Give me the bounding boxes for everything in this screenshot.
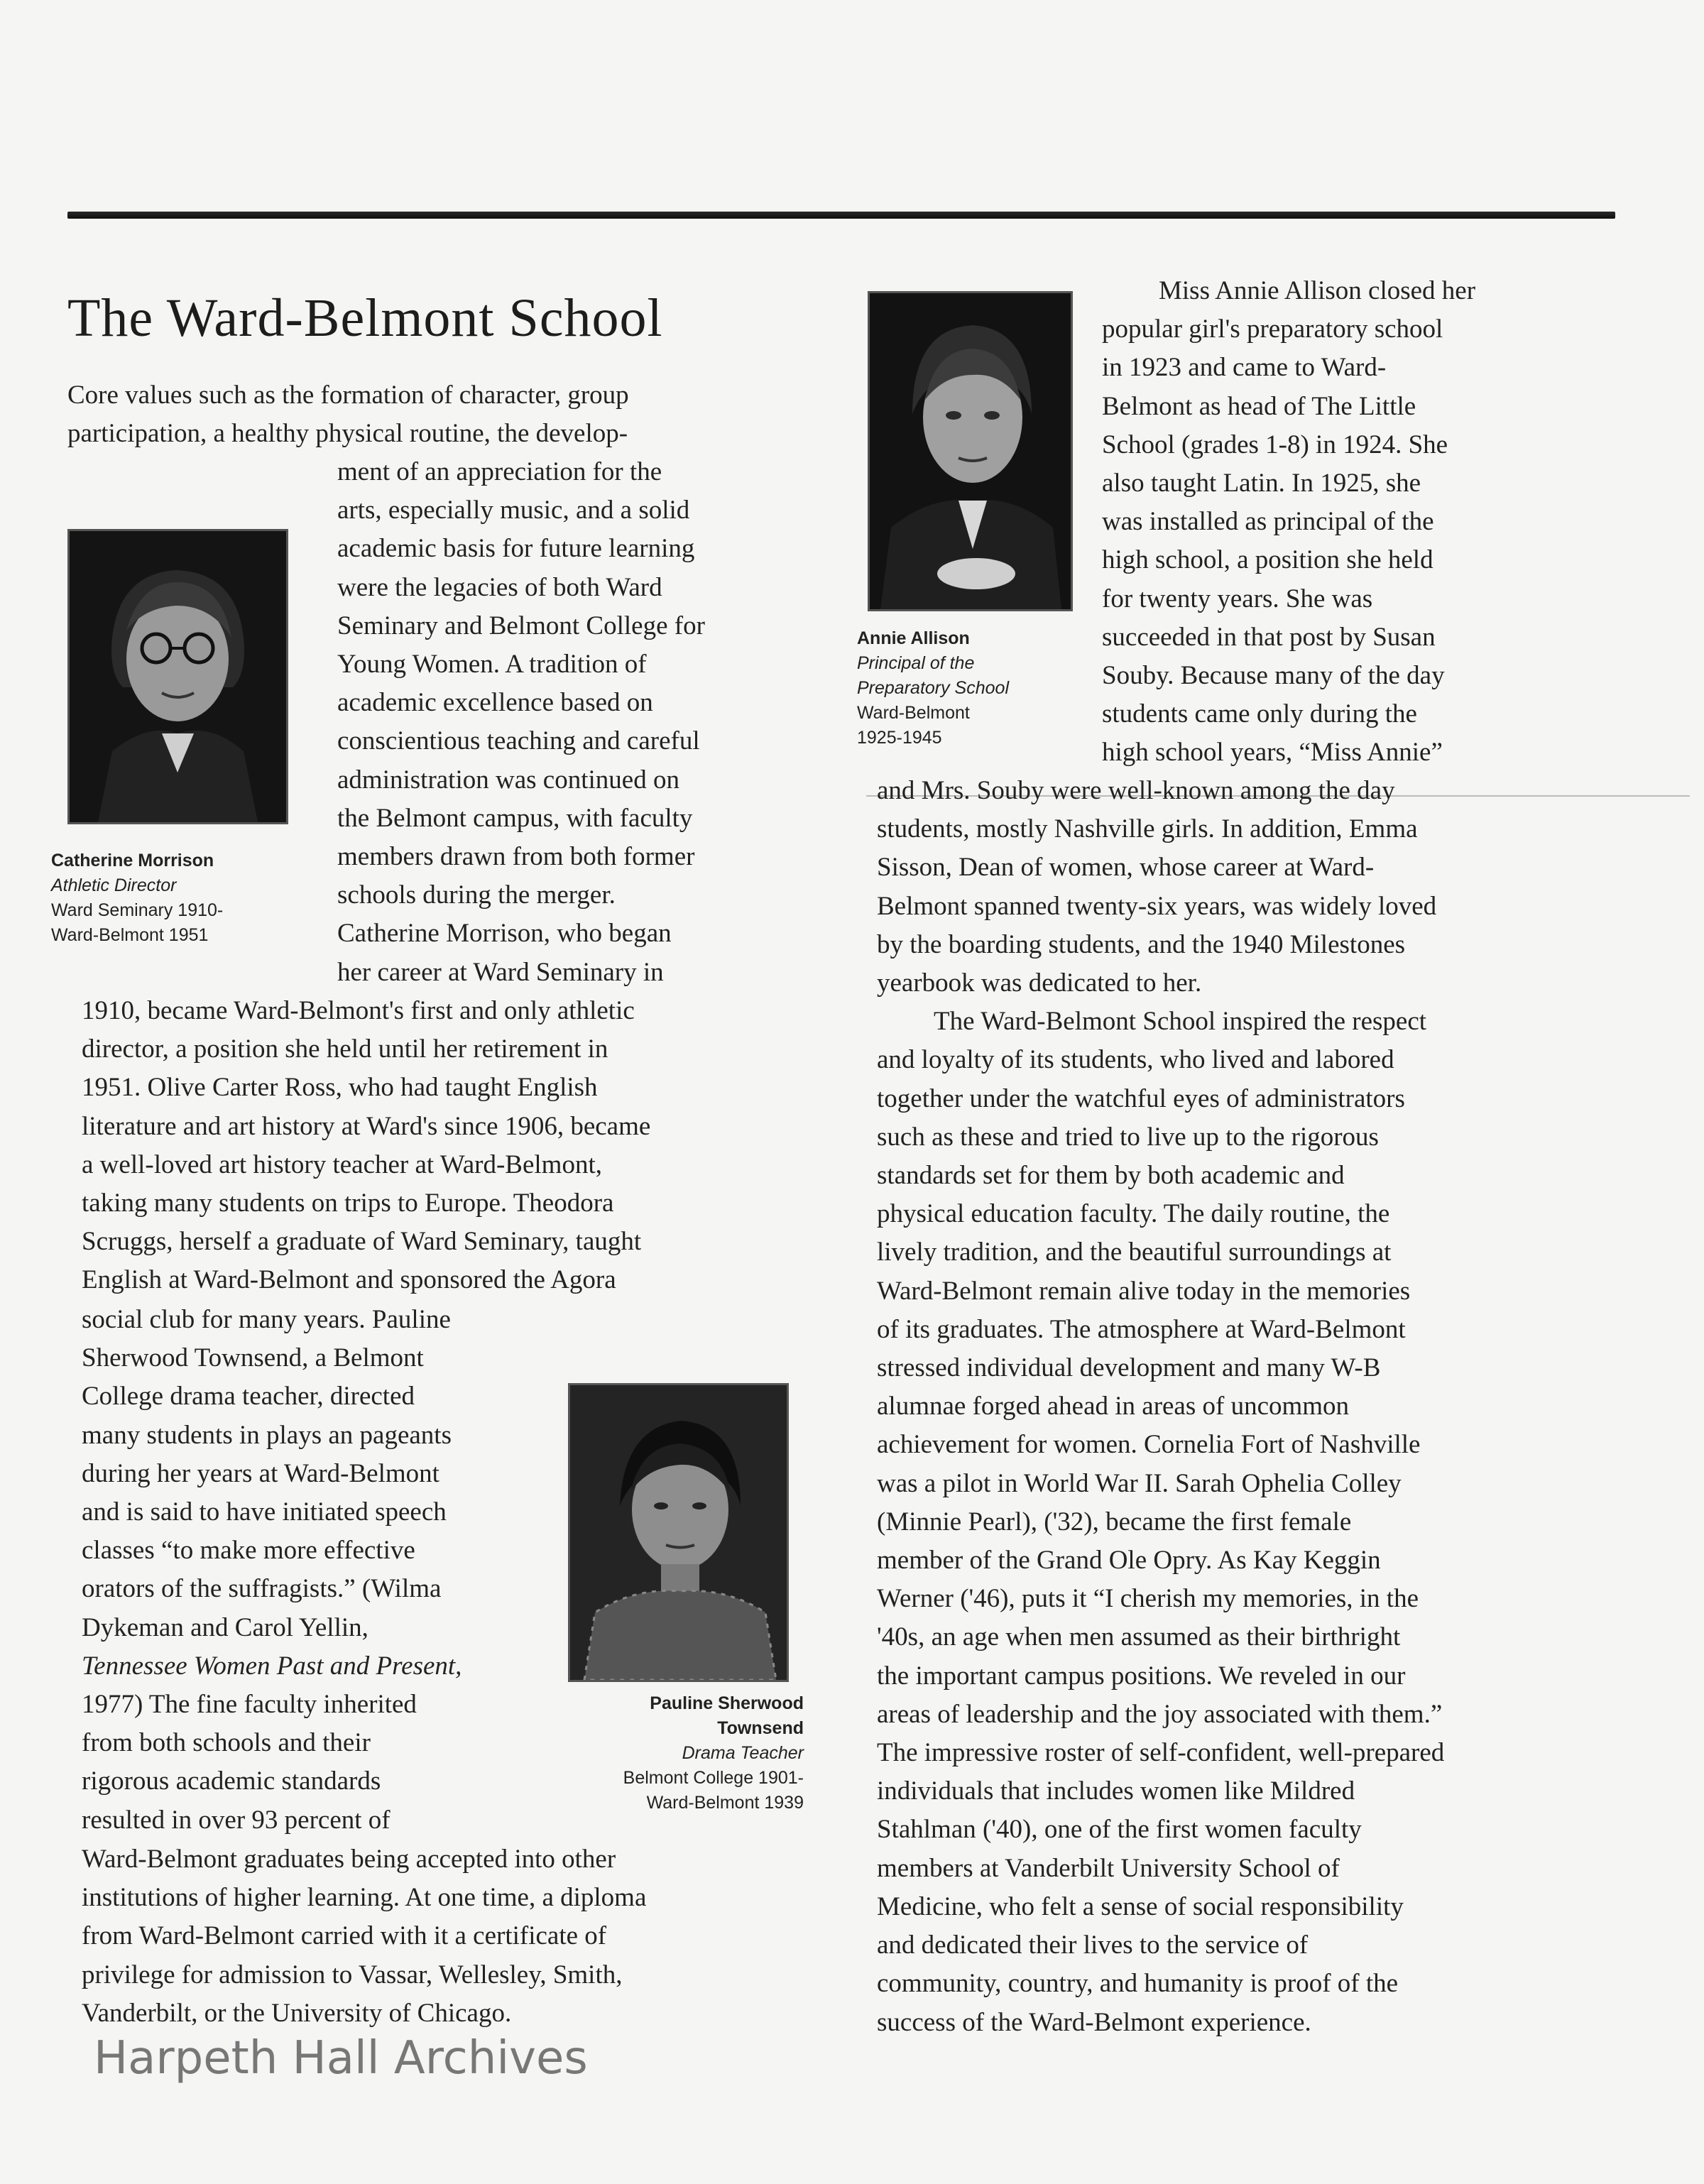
text-line: 1951. Olive Carter Ross, who had taught English <box>82 1073 598 1103</box>
text-line: Seminary and Belmont College for <box>337 611 705 640</box>
text-line: Belmont as head of The Little <box>1102 391 1416 421</box>
text-line: Stahlman ('40), one of the first women faculty <box>877 1815 1362 1845</box>
intro-paragraph <box>67 376 629 453</box>
text-line: standards set for them by both academic and <box>877 1161 1345 1191</box>
text-line: academic basis for future learning <box>337 534 695 564</box>
text-line: 1910, became Ward-Belmont's first and only athletic <box>82 996 635 1025</box>
text-line: schools during the merger. <box>337 880 616 910</box>
caption-role: Preparatory School <box>857 678 1010 698</box>
text-line: English at Ward-Belmont and sponsored the Agora <box>82 1265 616 1295</box>
text-line: yearbook was dedicated to her. <box>877 968 1202 998</box>
caption-name: Townsend <box>717 1718 804 1738</box>
left-lower-text <box>82 992 650 1300</box>
text-line: students, mostly Nashville girls. In addition, Emma <box>877 814 1418 844</box>
text-line: institutions of higher learning. At one time, a diploma <box>82 1883 647 1913</box>
text-line: privilege for admission to Vassar, Wellesley, Smith, <box>82 1960 623 1989</box>
text-line: alumnae forged ahead in areas of uncommon <box>877 1392 1350 1421</box>
photo-catherine-morrison <box>67 529 288 824</box>
text-line: were the legacies of both Ward <box>337 572 662 602</box>
text-line: by the boarding students, and the 1940 Milestones <box>877 929 1406 959</box>
text-line: administration was continued on <box>337 765 679 795</box>
text-line: The Ward-Belmont School inspired the respect <box>934 1007 1427 1037</box>
text-line: physical education faculty. The daily routine, the <box>877 1199 1390 1229</box>
left-tail-text <box>82 1840 646 2033</box>
text-line: such as these and tried to live up to the rigorous <box>877 1122 1379 1152</box>
caption-dates: Ward-Belmont <box>857 703 970 723</box>
text-line: Scruggs, herself a graduate of Ward Seminary, taught <box>82 1227 642 1257</box>
text-line: 1977) The fine faculty inherited <box>82 1690 417 1720</box>
portrait-graphic <box>570 1385 787 1680</box>
caption-pauline-townsend <box>575 1691 804 1816</box>
text-line: members at Vanderbilt University School of <box>877 1853 1340 1883</box>
text-line: '40s, an age when men assumed as their birthright <box>877 1622 1401 1652</box>
caption-name: Pauline Sherwood <box>650 1693 804 1713</box>
left-pauline-text <box>82 1301 462 1840</box>
text-line: also taught Latin. In 1925, she <box>1102 469 1421 498</box>
text-line: during her years at Ward-Belmont <box>82 1458 439 1488</box>
text-line: College drama teacher, directed <box>82 1382 415 1412</box>
portrait-graphic <box>70 531 286 822</box>
photo-annie-allison <box>868 291 1073 611</box>
text-line: arts, especially music, and a solid <box>337 496 690 525</box>
text-line: high school, a position she held <box>1102 545 1433 575</box>
text-line: achievement for women. Cornelia Fort of Nashville <box>877 1430 1421 1460</box>
text-line: classes “to make more effective <box>82 1536 415 1566</box>
text-line: students came only during the <box>1102 699 1417 729</box>
text-line: taking many students on trips to Europe. Theodora <box>82 1189 614 1218</box>
right-lower-text <box>877 772 1444 2042</box>
right-upper-text <box>1102 272 1475 772</box>
book-title-line: Tennessee Women Past and Present, <box>82 1651 462 1681</box>
text-line: from Ward-Belmont carried with it a certificate of <box>82 1921 607 1951</box>
caption-dates: 1925-1945 <box>857 728 942 748</box>
text-line: popular girl's preparatory school <box>1102 315 1443 344</box>
text-line: the important campus positions. We reveled in our <box>877 1661 1406 1691</box>
text-line: in 1923 and came to Ward- <box>1102 353 1387 383</box>
text-line: The impressive roster of self-confident, well-prepared <box>877 1738 1445 1768</box>
text-line: the Belmont campus, with faculty <box>337 803 693 833</box>
text-line: Souby. Because many of the day <box>1102 661 1445 691</box>
text-line: from both schools and their <box>82 1728 371 1758</box>
text-line: literature and art history at Ward's since 1906, became <box>82 1111 651 1141</box>
caption-dates: Ward-Belmont 1939 <box>646 1793 804 1813</box>
text-line: Catherine Morrison, who began <box>337 919 672 949</box>
text-line: orators of the suffragists.” (Wilma <box>82 1574 442 1604</box>
text-line: Dykeman and Carol Yellin, <box>82 1612 368 1642</box>
caption-dates: Ward-Belmont 1951 <box>51 925 209 945</box>
text-line: success of the Ward-Belmont experience. <box>877 2007 1311 2037</box>
text-line: social club for many years. Pauline <box>82 1305 451 1334</box>
portrait-graphic <box>870 293 1071 609</box>
text-line: Vanderbilt, or the University of Chicago. <box>82 1998 512 2028</box>
caption-catherine-morrison <box>51 848 223 948</box>
left-mid-text <box>337 453 705 992</box>
text-line: School (grades 1-8) in 1924. She <box>1102 430 1448 459</box>
caption-dates: Ward Seminary 1910- <box>51 900 224 920</box>
text-line: and Mrs. Souby were well-known among the day <box>877 776 1395 805</box>
caption-role: Drama Teacher <box>682 1743 804 1763</box>
text-line: lively tradition, and the beautiful surroundings at <box>877 1238 1392 1267</box>
archive-watermark: Harpeth Hall Archives <box>94 2032 588 2085</box>
text-line: Belmont spanned twenty-six years, was widely loved <box>877 891 1437 921</box>
text-line: was a pilot in World War II. Sarah Ophelia Colley <box>877 1468 1402 1498</box>
text-line: Young Women. A tradition of <box>337 650 647 679</box>
top-rule <box>67 212 1615 219</box>
text-line: and dedicated their lives to the service of <box>877 1931 1309 1960</box>
text-line: Medicine, who felt a sense of social responsibility <box>877 1891 1404 1921</box>
text-line: Werner ('46), puts it “I cherish my memories, in the <box>877 1584 1419 1614</box>
text-line: Sherwood Townsend, a Belmont <box>82 1343 424 1373</box>
text-line: Ward-Belmont graduates being accepted into other <box>82 1845 616 1874</box>
text-line: community, country, and humanity is proof of the <box>877 1969 1399 1999</box>
text-line: Miss Annie Allison closed her <box>1159 276 1476 305</box>
text-line: high school years, “Miss Annie” <box>1102 738 1443 768</box>
text-line: member of the Grand Ole Opry. As Kay Keggin <box>877 1546 1381 1576</box>
text-line: (Minnie Pearl), ('32), became the first female <box>877 1507 1352 1536</box>
photo-pauline-townsend <box>568 1383 789 1682</box>
text-line: ment of an appreciation for the <box>337 457 662 486</box>
text-line: for twenty years. She was <box>1102 584 1373 613</box>
text-line: her career at Ward Seminary in <box>337 957 664 987</box>
text-line: resulted in over 93 percent of <box>82 1805 390 1835</box>
text-line: Core values such as the formation of character, group <box>67 381 629 410</box>
text-line: and loyalty of its students, who lived and labored <box>877 1045 1394 1075</box>
caption-role: Athletic Director <box>51 875 177 895</box>
text-line: rigorous academic standards <box>82 1767 381 1796</box>
text-line: and is said to have initiated speech <box>82 1497 447 1527</box>
text-line: members drawn from both former <box>337 842 695 872</box>
text-line: Ward-Belmont remain alive today in the memories <box>877 1276 1411 1306</box>
text-line: succeeded in that post by Susan <box>1102 622 1436 652</box>
text-line: academic excellence based on <box>337 688 653 718</box>
caption-role: Principal of the <box>857 653 975 673</box>
text-line: areas of leadership and the joy associated with them.” <box>877 1699 1443 1729</box>
text-line: conscientious teaching and careful <box>337 726 700 756</box>
text-line: individuals that includes women like Mildred <box>877 1776 1355 1806</box>
caption-name: Catherine Morrison <box>51 851 214 870</box>
article-title: The Ward-Belmont School <box>67 288 663 348</box>
text-line: stressed individual development and many W-B <box>877 1353 1381 1383</box>
text-line: together under the watchful eyes of administrators <box>877 1083 1405 1113</box>
caption-name: Annie Allison <box>857 628 970 648</box>
caption-dates: Belmont College 1901- <box>623 1768 804 1788</box>
text-line: participation, a healthy physical routine, the develop- <box>67 419 628 449</box>
caption-annie-allison <box>857 626 1009 750</box>
text-line: was installed as principal of the <box>1102 507 1434 537</box>
text-line: of its graduates. The atmosphere at Ward-Belmont <box>877 1314 1406 1344</box>
text-line: a well-loved art history teacher at Ward-Belmont, <box>82 1150 602 1179</box>
text-line: Sisson, Dean of women, whose career at Ward- <box>877 853 1375 883</box>
text-line: director, a position she held until her retirement in <box>82 1034 608 1064</box>
text-line: many students in plays an pageants <box>82 1420 452 1450</box>
